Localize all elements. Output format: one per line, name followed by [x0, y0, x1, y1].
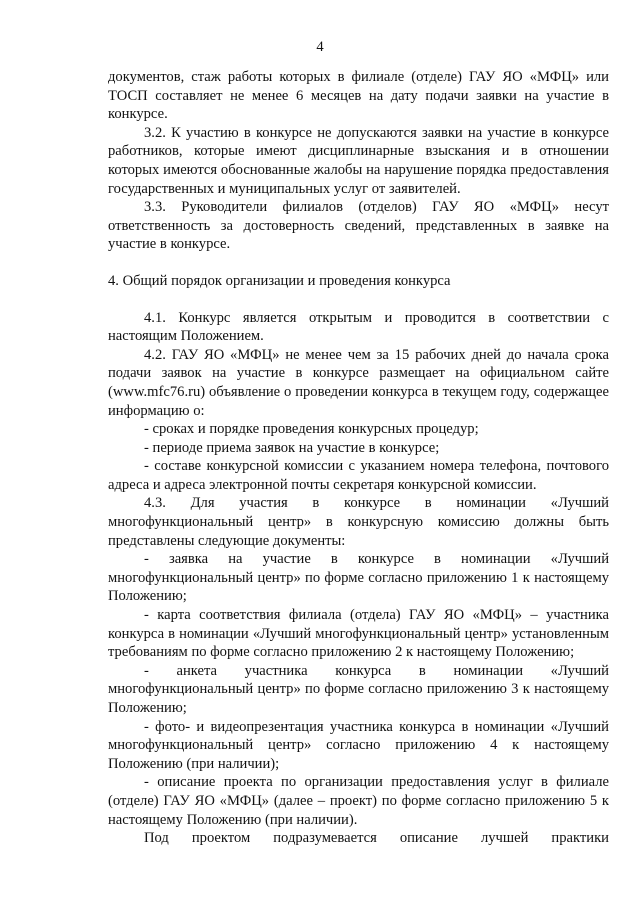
document-body	[108, 68, 609, 848]
paragraph: Под проектом подразумевается описание лучшей практики	[144, 830, 609, 847]
paragraph: - сроках и порядке проведения конкурсных процедур;	[144, 421, 479, 438]
paragraph: 4.3. Для участия в конкурсе в номинации «Лучший многофункциональный центр» в конкурсную комиссию должны быть представлены следующие документы:	[108, 495, 609, 549]
paragraph: 3.3. Руководители филиалов (отделов) ГАУ ЯО «МФЦ» несут ответственность за достоверность сведений, представленных в заявке на участие в конкурсе.	[108, 199, 609, 253]
paragraph: документов, стаж работы которых в филиале (отделе) ГАУ ЯО «МФЦ» или ТОСП составляет не менее 6 месяцев на дату подачи заявки на участие в конкурсе.	[108, 69, 609, 123]
paragraph: - карта соответствия филиала (отдела) ГАУ ЯО «МФЦ» – участника конкурса в номинации «Лучший многофункциональный центр» установленным требованиям по форме согласно приложению 2 к настоящему Положению;	[108, 607, 609, 661]
section-heading: 4. Общий порядок организации и проведения конкурса	[108, 272, 451, 289]
paragraph: - заявка на участие в конкурсе в номинации «Лучший многофункциональный центр» по форме согласно приложению 1 к настоящему Положению;	[108, 551, 609, 605]
paragraph: - описание проекта по организации предоставления услуг в филиале (отделе) ГАУ ЯО «МФЦ» (далее – проект) по форме согласно приложению 5 к настоящему Положению (при наличии).	[108, 774, 609, 828]
paragraph: - составе конкурсной комиссии с указанием номера телефона, почтового адреса и адреса электронной почты секретаря конкурсной комиссии.	[108, 458, 609, 493]
paragraph: - анкета участника конкурса в номинации «Лучший многофункциональный центр» по форме согласно приложению 3 к настоящему Положению;	[108, 662, 609, 716]
paragraph: 3.2. К участию в конкурсе не допускаются заявки на участие в конкурсе работников, которые имеют дисциплинарные взыскания и в отношении которых имеются обоснованные жалобы на нарушение порядка предоставления государственных и муниципальных услуг от заявителей.	[108, 124, 609, 197]
paragraph: 4.2. ГАУ ЯО «МФЦ» не менее чем за 15 рабочих дней до начала срока подачи заявок на участие в конкурсе размещает на официальном сайте (www.mfc76.ru) объявление о проведении конкурса в текущем году, содержащее информацию о:	[108, 346, 609, 419]
page-number: 4	[316, 39, 324, 55]
section-4-body	[108, 309, 609, 848]
paragraph: - периоде приема заявок на участие в конкурсе;	[144, 439, 440, 456]
section-3-continuation	[108, 68, 609, 254]
paragraph: - фото- и видеопрезентация участника конкурса в номинации «Лучший многофункциональный центр» согласно приложению 4 к настоящему Положению (при наличии);	[108, 718, 609, 772]
paragraph: 4.1. Конкурс является открытым и проводится в соответствии с настоящим Положением.	[108, 309, 609, 345]
